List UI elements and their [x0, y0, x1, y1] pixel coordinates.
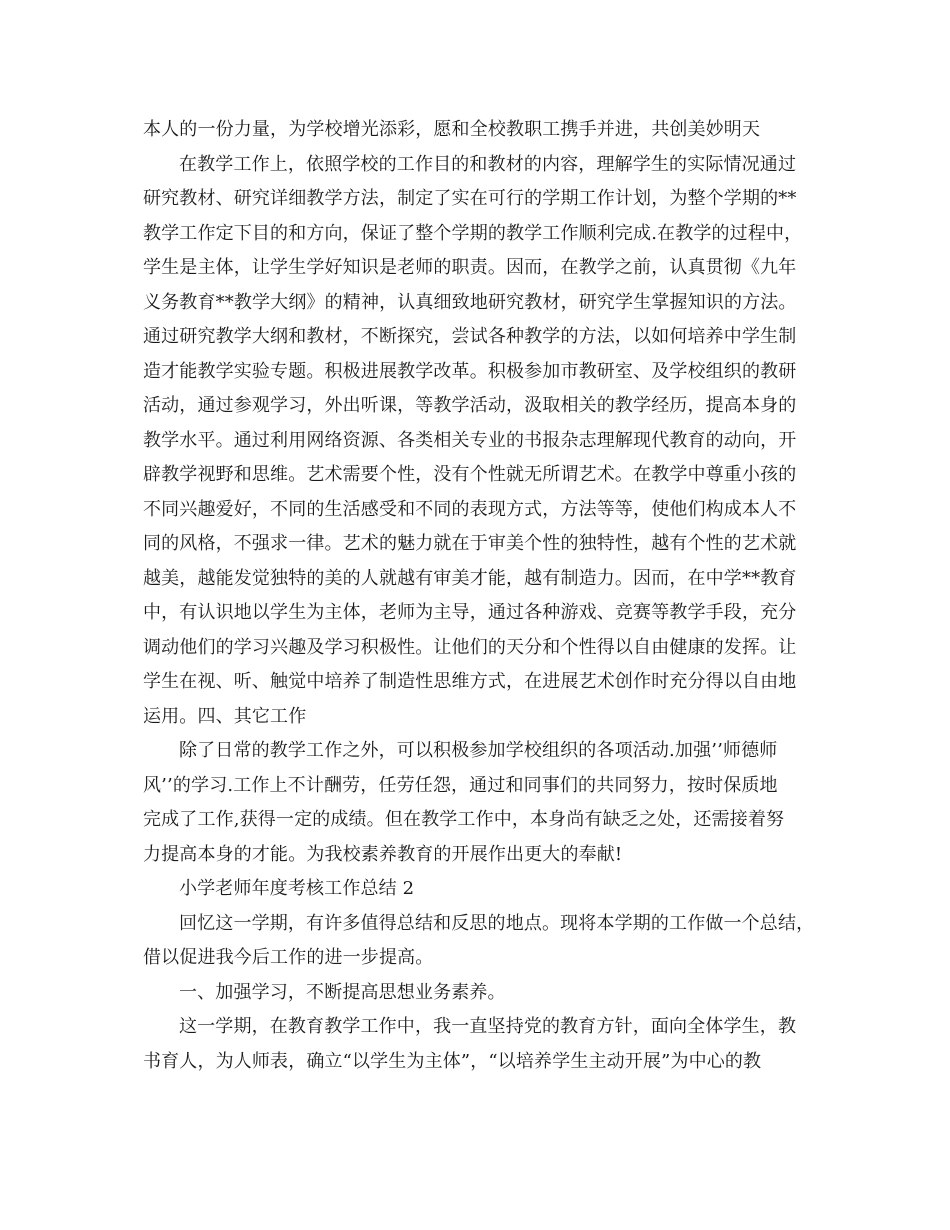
section-heading: 小学老师年度考核工作总结 2 — [179, 878, 415, 899]
text-line: 同的风格，不强求一律。艺术的魅力就在于审美个性的独特性，越有个性的艺术就 — [143, 533, 797, 554]
text-line: 通过研究教学大纲和教材，不断探究，尝试各种教学的方法，以如何培养中学生制 — [143, 326, 797, 347]
text-line: 运用。四、其它工作 — [143, 705, 307, 727]
text-line: 活动，通过参观学习，外出听课，等教学活动，汲取相关的教学经历，提高本身的 — [143, 395, 797, 416]
text-line: 在教学工作上，依照学校的工作目的和教材的内容，理解学生的实际情况通过 — [179, 153, 797, 175]
text-line: 学生在视、听、触觉中培养了制造性思维方式，在进展艺术创作时充分得以自由地 — [143, 671, 797, 692]
text-line: 学生是主体，让学生学好知识是老师的职责。因而，在教学之前，认真贯彻《九年 — [143, 257, 797, 278]
text-line: 义务教育**教学大纲》的精神，认真细致地研究教材，研究学生掌握知识的方法。 — [143, 291, 797, 313]
text-line: 调动他们的学习兴趣及学习积极性。让他们的天分和个性得以自由健康的发挥。让 — [143, 636, 797, 658]
text-line: 力提高本身的才能。为我校素养教育的开展作出更大的奉献! — [143, 843, 623, 865]
text-line: 研究教材、研究详细教学方法，制定了实在可行的学期工作计划，为整个学期的** — [143, 188, 797, 209]
text-line: 这一学期，在教育教学工作中，我一直坚持党的教育方针，面向全体学生，教 — [179, 1016, 797, 1037]
text-line: 借以促进我今后工作的进一步提高。 — [143, 947, 434, 968]
text-line: 教学水平。通过利用网络资源、各类相关专业的书报杂志理解现代教育的动向，开 — [143, 429, 797, 451]
subsection-heading: 一、加强学习，不断提高思想业务素养。 — [179, 981, 506, 1003]
text-line: 风’’的学习.工作上不计酬劳，任劳任怨，通过和同事们的共同努力，按时保质地 — [143, 774, 778, 796]
text-line: 回忆这一学期，有许多值得总结和反思的地点。现将本学期的工作做一个总结， — [179, 912, 815, 934]
text-line: 除了日常的教学工作之外，可以积极参加学校组织的各项活动.加强’’师德师 — [179, 740, 778, 761]
text-line: 书育人，为人师表，确立“以学生为主体”，“以培养学生主动开展”为中心的教 — [143, 1050, 762, 1072]
text-line: 辟教学视野和思维。艺术需要个性，没有个性就无所谓艺术。在教学中尊重小孩的 — [143, 464, 797, 485]
text-line: 造才能教学实验专题。积极进展教学改革。积极参加市教研室、及学校组织的教研 — [143, 360, 797, 382]
text-line: 完成了工作,获得一定的成绩。但在教学工作中，本身尚有缺乏之处，还需接着努 — [143, 809, 785, 830]
document-page — [143, 113, 825, 1079]
text-line: 教学工作定下目的和方向，保证了整个学期的教学工作顺利完成.在教学的过程中， — [143, 222, 803, 244]
text-line: 中，有认识地以学生为主体，老师为主导，通过各种游戏、竞赛等教学手段，充分 — [143, 602, 797, 623]
text-line: 不同兴趣爱好，不同的生活感受和不同的表现方式，方法等等，使他们构成本人不 — [143, 498, 797, 520]
text-line: 越美，越能发觉独特的美的人就越有审美才能，越有制造力。因而，在中学**教育 — [143, 567, 797, 589]
text-line: 本人的一份力量，为学校增光添彩，愿和全校教职工携手并进，共创美妙明天 — [143, 119, 761, 140]
